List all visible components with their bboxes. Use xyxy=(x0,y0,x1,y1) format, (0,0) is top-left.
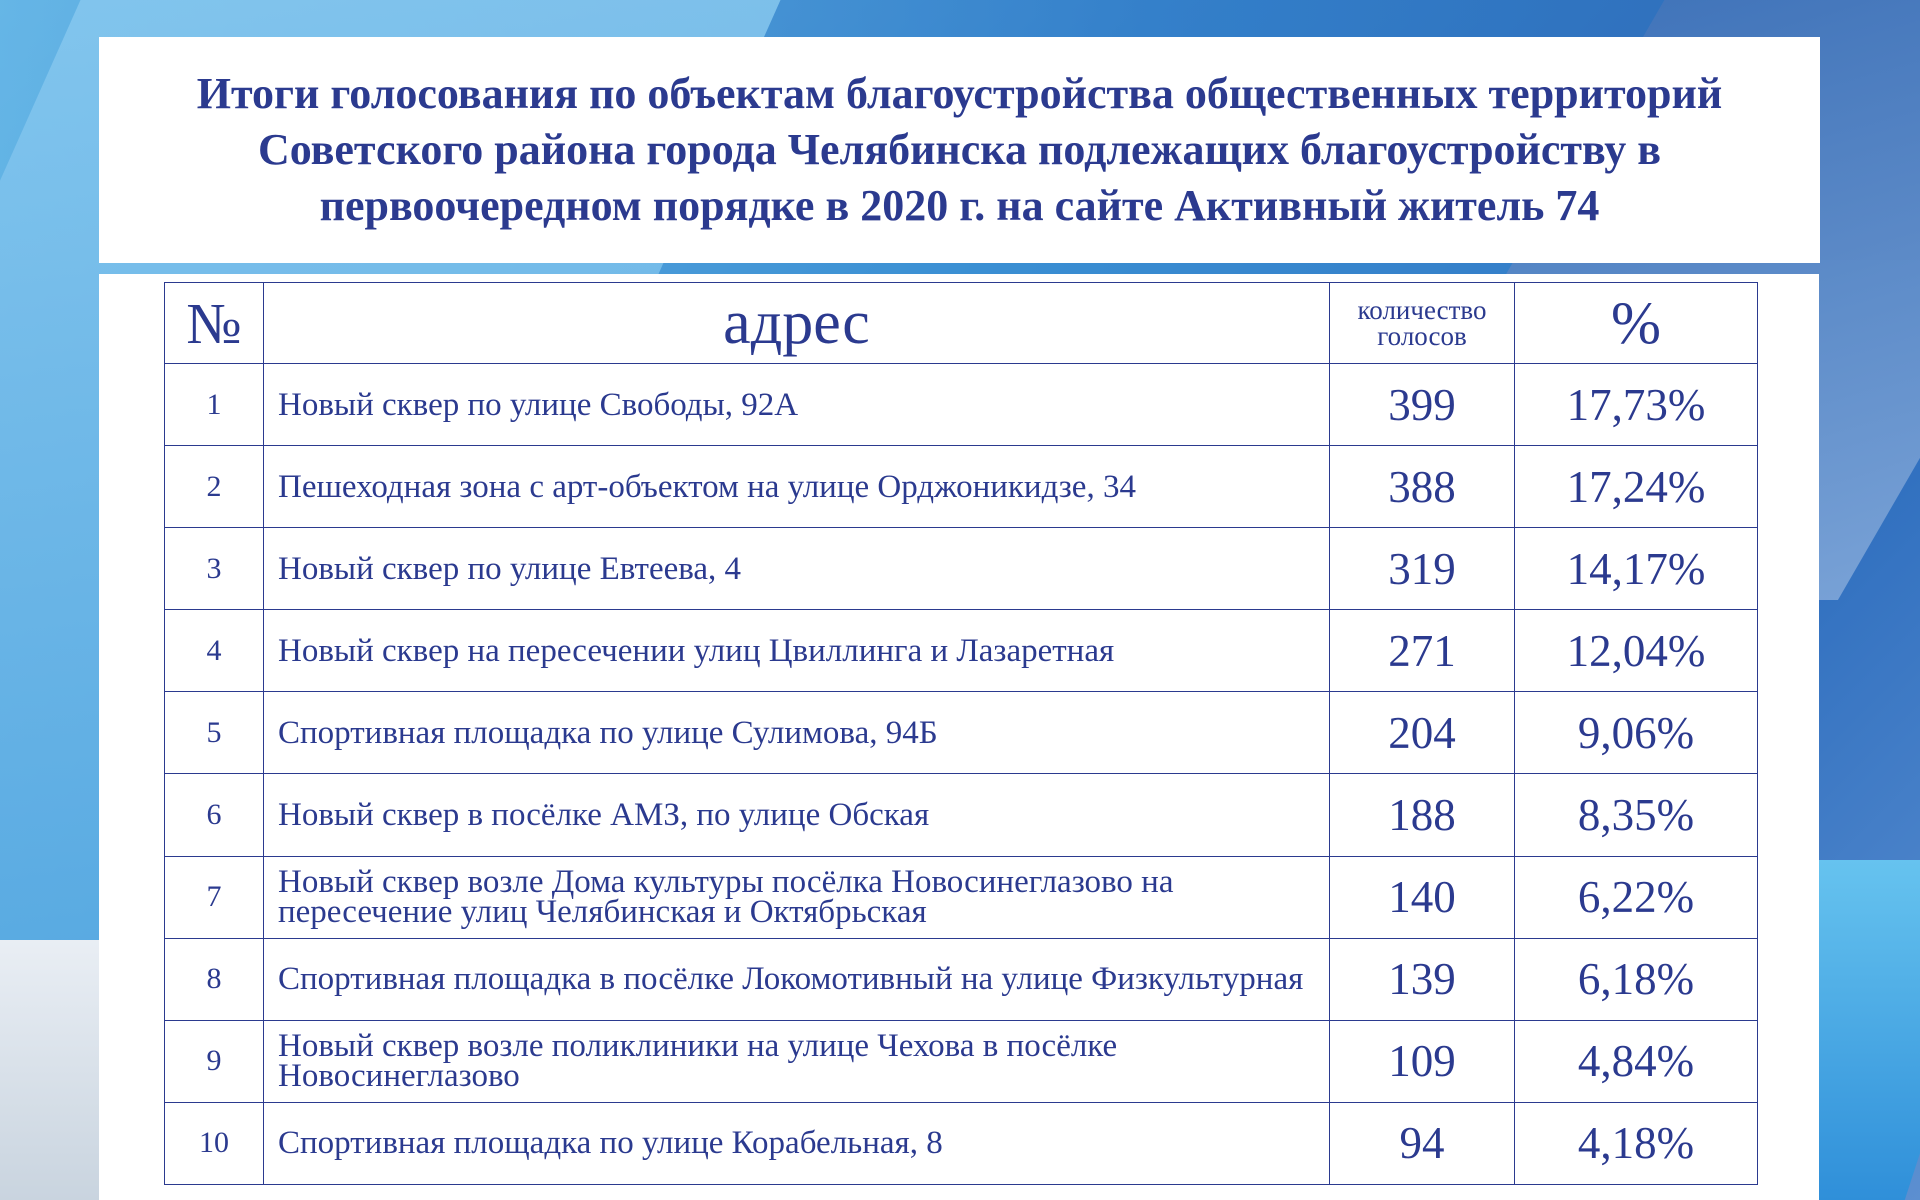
row-votes: 140 xyxy=(1330,856,1515,938)
row-address: Пешеходная зона с арт-объектом на улице Орджоникидзе, 34 xyxy=(264,446,1330,528)
table-row xyxy=(165,774,1758,856)
header-row xyxy=(165,283,1758,364)
row-number: 1 xyxy=(165,364,264,446)
table-row xyxy=(165,856,1758,938)
table-row xyxy=(165,446,1758,528)
table-row xyxy=(165,692,1758,774)
row-number: 5 xyxy=(165,692,264,774)
table-row xyxy=(165,1102,1758,1184)
row-votes: 204 xyxy=(1330,692,1515,774)
row-number: 6 xyxy=(165,774,264,856)
row-percent: 6,22% xyxy=(1515,856,1758,938)
header-number: № xyxy=(165,283,264,364)
row-address: Новый сквер в посёлке АМЗ, по улице Обская xyxy=(264,774,1330,856)
row-votes: 188 xyxy=(1330,774,1515,856)
row-number: 4 xyxy=(165,610,264,692)
row-percent: 4,84% xyxy=(1515,1020,1758,1102)
row-percent: 6,18% xyxy=(1515,938,1758,1020)
row-votes: 271 xyxy=(1330,610,1515,692)
table-header xyxy=(165,283,1758,364)
table-panel xyxy=(99,274,1819,1200)
header-votes: количество голосов xyxy=(1330,283,1515,364)
row-number: 8 xyxy=(165,938,264,1020)
row-votes: 319 xyxy=(1330,528,1515,610)
row-address: Новый сквер на пересечении улиц Цвиллинга и Лазаретная xyxy=(264,610,1330,692)
table-row xyxy=(165,528,1758,610)
row-number: 9 xyxy=(165,1020,264,1102)
title-panel xyxy=(99,37,1820,263)
table-row xyxy=(165,1020,1758,1102)
header-address: адрес xyxy=(264,283,1330,364)
row-number: 7 xyxy=(165,856,264,938)
row-address: Спортивная площадка по улице Корабельная, 8 xyxy=(264,1102,1330,1184)
row-percent: 9,06% xyxy=(1515,692,1758,774)
table-row xyxy=(165,938,1758,1020)
row-number: 3 xyxy=(165,528,264,610)
row-number: 2 xyxy=(165,446,264,528)
row-address: Спортивная площадка в посёлке Локомотивный на улице Физкультурная xyxy=(264,938,1330,1020)
row-address: Новый сквер по улице Евтеева, 4 xyxy=(264,528,1330,610)
row-votes: 399 xyxy=(1330,364,1515,446)
row-address: Спортивная площадка по улице Сулимова, 94Б xyxy=(264,692,1330,774)
row-number: 10 xyxy=(165,1102,264,1184)
row-percent: 14,17% xyxy=(1515,528,1758,610)
row-percent: 17,73% xyxy=(1515,364,1758,446)
table-row xyxy=(165,364,1758,446)
header-percent: % xyxy=(1515,283,1758,364)
row-percent: 8,35% xyxy=(1515,774,1758,856)
row-percent: 4,18% xyxy=(1515,1102,1758,1184)
table-body xyxy=(165,364,1758,1185)
row-votes: 94 xyxy=(1330,1102,1515,1184)
row-percent: 17,24% xyxy=(1515,446,1758,528)
row-votes: 139 xyxy=(1330,938,1515,1020)
results-table xyxy=(164,282,1758,1185)
table-row xyxy=(165,610,1758,692)
row-percent: 12,04% xyxy=(1515,610,1758,692)
row-address: Новый сквер возле поликлиники на улице Чехова в посёлке Новосинеглазово xyxy=(264,1020,1330,1102)
row-address: Новый сквер по улице Свободы, 92А xyxy=(264,364,1330,446)
row-address: Новый сквер возле Дома культуры посёлка Новосинеглазово на пересечение улиц Челябинская и Октябрьская xyxy=(264,856,1330,938)
page-title: Итоги голосования по объектам благоустройства общественных территорий Советского района города Челябинска подлежащих благоустройству в первоочередном порядке в 2020 г. на сайте Активный житель 74 xyxy=(196,69,1723,230)
row-votes: 109 xyxy=(1330,1020,1515,1102)
row-votes: 388 xyxy=(1330,446,1515,528)
